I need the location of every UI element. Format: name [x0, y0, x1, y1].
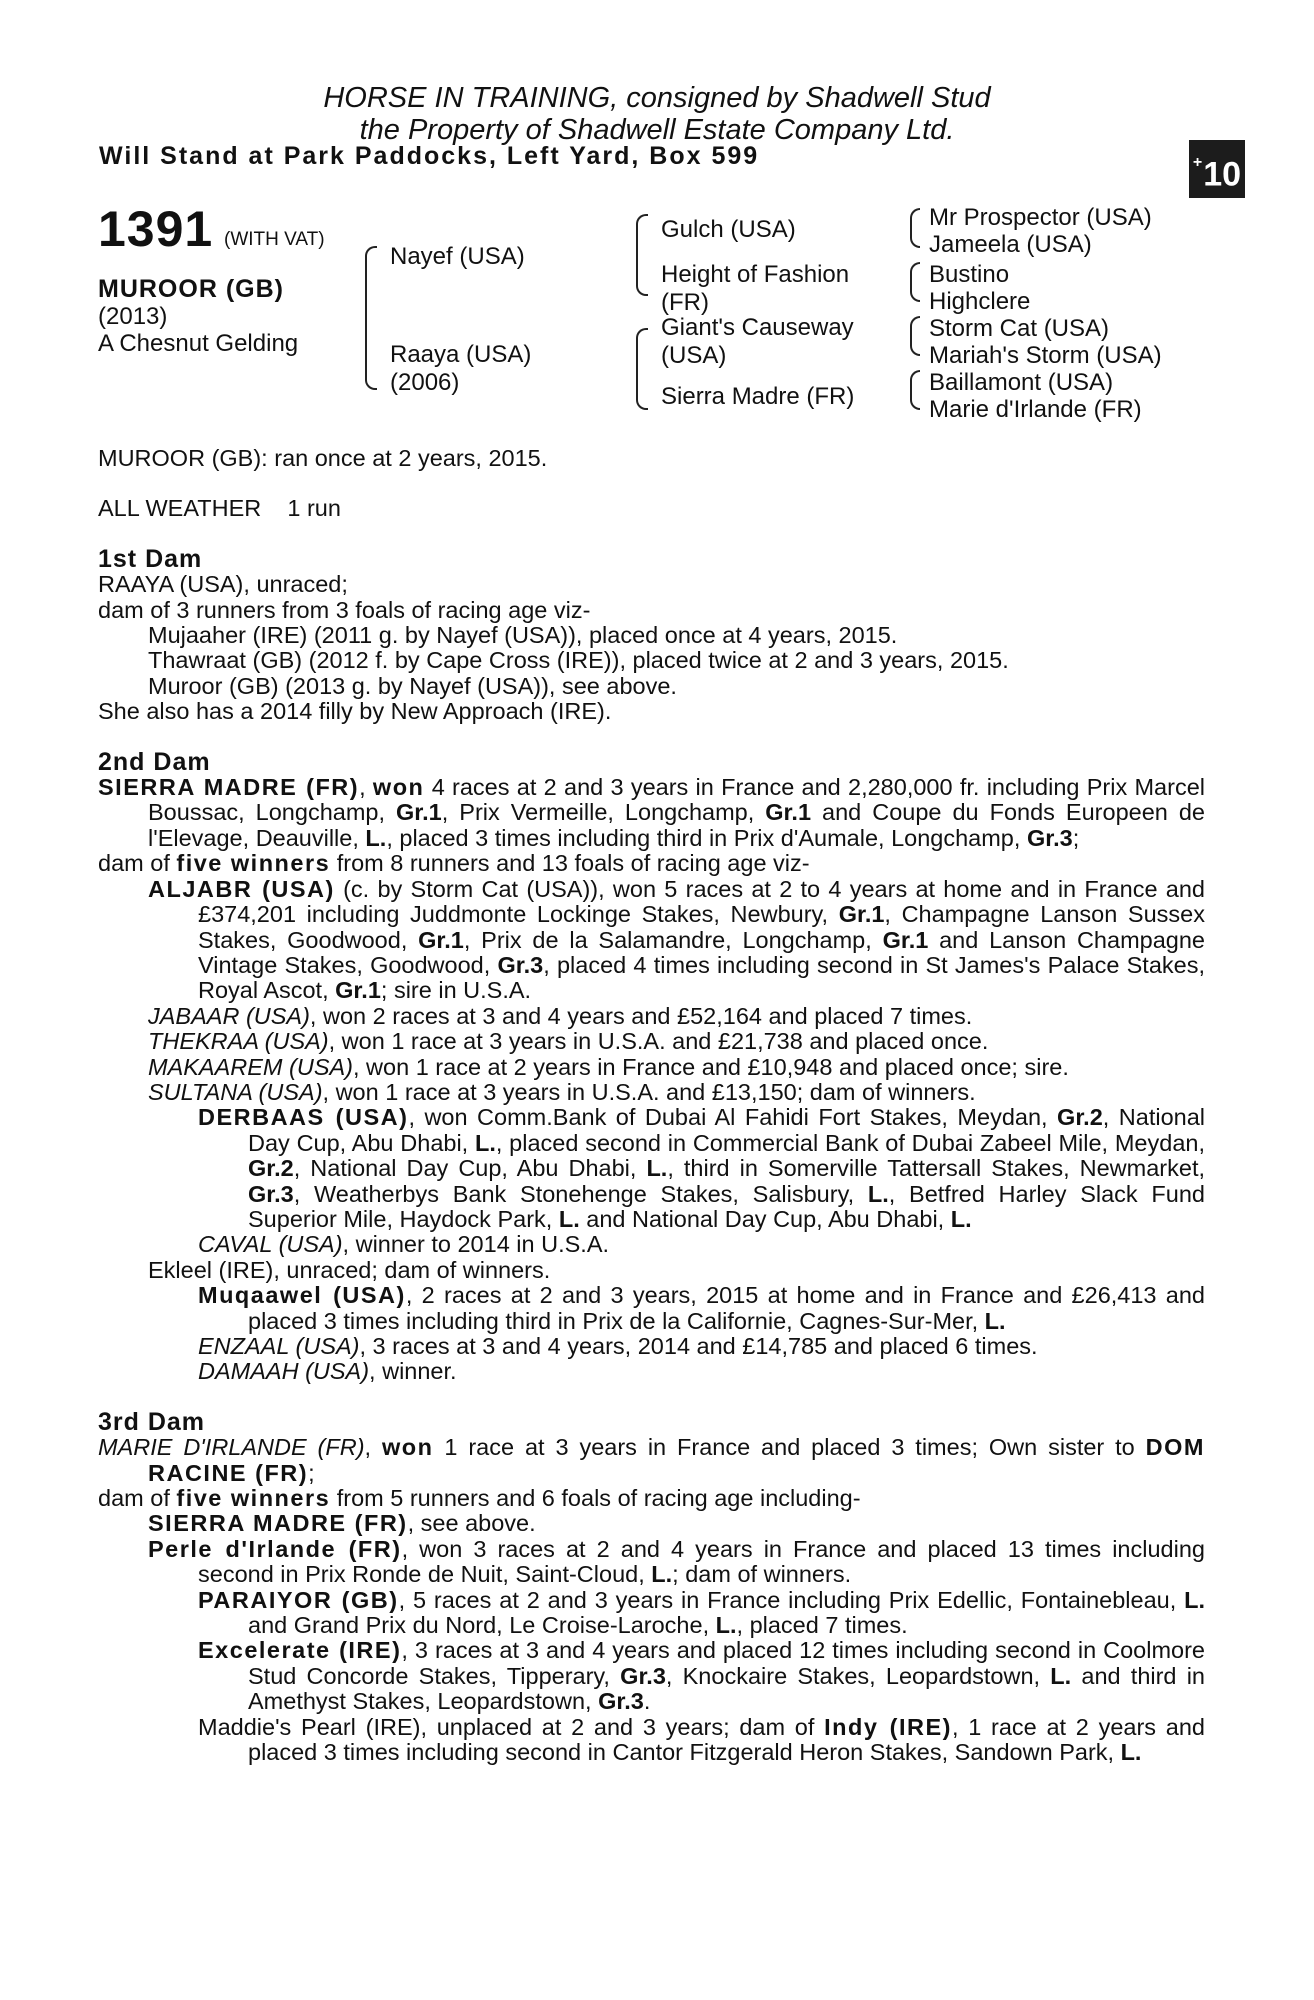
header-stand-location: Will Stand at Park Paddocks, Left Yard, Box 599: [99, 142, 760, 170]
pedigree-bracket-g3-3: [910, 316, 920, 356]
produce-sultana: SULTANA (USA), won 1 race at 3 years in U.S.A. and £13,150; dam of winners.: [148, 1078, 976, 1105]
produce-ekleel: Ekleel (IRE), unraced; dam of winners.: [148, 1256, 551, 1283]
produce-derbaas: DERBAAS (USA), won Comm.Bank of Dubai Al Fahidi Fort Stakes, Meydan, Gr.2, National Day Cup, Abu Dhabi, L., placed second in Commercial Bank of Dubai Zabeel Mile, Meydan, Gr.2, National Day Cup, Abu Dhabi, L., third in Somerville Tattersall Stakes, Newmarket, Gr.3, Weatherbys Bank Stonehenge Stakes, Salisbury, L., Betfred Harley Slack Fund Superior Mile, Haydock Park, L. and National Day Cup, Abu Dhabi, L.: [198, 1104, 1206, 1232]
produce-item: Thawraat (GB) (2012 f. by Cape Cross (IRE)), placed twice at 2 and 3 years, 2015.: [148, 647, 1009, 674]
second-dam-produce-line: dam of five winners from 8 runners and 13 foals of racing age viz-: [98, 850, 810, 877]
pedigree-bracket-gen1: [365, 246, 377, 390]
third-dam-heading: 3rd Dam: [98, 1407, 206, 1436]
produce-muqaawel: Muqaawel (USA), 2 races at 2 and 3 years, 2015 at home and in France and £26,413 and placed 3 times including third in Prix de la Californie, Cagnes-Sur-Mer, L.: [198, 1282, 1205, 1334]
second-dam-entry: SIERRA MADRE (FR), won 4 races at 2 and 3 years in France and 2,280,000 fr. including Prix Marcel Boussac, Longchamp, Gr.1, Prix Vermeille, Longchamp, Gr.1 and Coupe du Fonds Europeen de l'Elevage, Deauville, L., placed 3 times including third in Prix d'Aumale, Longchamp, Gr.3;: [98, 774, 1205, 851]
produce-sierra-madre: SIERRA MADRE (FR), see above.: [148, 1510, 536, 1537]
first-dam-line: RAAYA (USA), unraced;: [98, 571, 348, 598]
first-dam-note: She also has a 2014 filly by New Approach (IRE).: [98, 698, 612, 725]
produce-item: Muroor (GB) (2013 g. by Nayef (USA)), see above.: [148, 672, 677, 699]
produce-aljabr: ALJABR (USA) (c. by Storm Cat (USA)), won 5 races at 2 to 4 years at home and in France and £374,201 including Juddmonte Lockinge Stakes, Newbury, Gr.1, Champagne Lanson Sussex Stakes, Goodwood, Gr.1, Prix de la Salamandre, Longchamp, Gr.1 and Lanson Champagne Vintage Stakes, Goodwood, Gr.3, placed 4 times including second in St James's Palace Stakes, Royal Ascot, Gr.1; sire in U.S.A.: [148, 875, 1206, 1004]
third-dam-produce-line: dam of five winners from 5 runners and 6 foals of racing age including-: [98, 1485, 861, 1512]
pedigree-g3-5: Storm Cat (USA): [929, 315, 1110, 342]
race-record-summary: MUROOR (GB): ran once at 2 years, 2015.: [98, 445, 548, 471]
produce-damaah: DAMAAH (USA), winner.: [198, 1358, 457, 1385]
produce-excelerate: Excelerate (IRE), 3 races at 3 and 4 years and placed 12 times including second in Coolmore Stud Concorde Stakes, Tipperary, Gr.3, Knockaire Stakes, Leopardstown, L. and third in Amethyst Stakes, Leopardstown, Gr.3.: [198, 1637, 1205, 1715]
catalogue-body: [98, 446, 1205, 1766]
produce-maddies-pearl: Maddie's Pearl (IRE), unplaced at 2 and 3 years; dam of Indy (IRE), 1 race at 2 years and placed 3 times including second in Cantor Fitzgerald Heron Stakes, Sandown Park, L.: [198, 1713, 1205, 1766]
pedigree-g3-6: Mariah's Storm (USA): [929, 342, 1162, 369]
pedigree-g3-2: Jameela (USA): [929, 231, 1092, 258]
pedigree-dam: Raaya (USA): [390, 341, 532, 368]
produce-thekraa: THEKRAA (USA), won 1 race at 3 years in U.S.A. and £21,738 and placed once.: [148, 1028, 989, 1055]
pedigree-bracket-g3-4: [910, 370, 920, 410]
pedigree-sire: Nayef (USA): [390, 243, 525, 270]
produce-makaarem: MAKAAREM (USA), won 1 race at 2 years in France and £10,948 and placed once; sire.: [148, 1053, 1069, 1080]
produce-caval: CAVAL (USA), winner to 2014 in U.S.A.: [198, 1231, 610, 1258]
first-dam-heading: 1st Dam: [98, 544, 203, 573]
produce-perle: Perle d'Irlande (FR), won 3 races at 2 and 4 years in France and placed 13 times including second in Prix Ronde de Nuit, Saint-Cloud, L.; dam of winners.: [148, 1535, 1205, 1588]
produce-paraiyor: PARAIYOR (GB), 5 races at 2 and 3 years in France including Prix Edellic, Fontainebleau, L. and Grand Prix du Nord, Le Croise-Laroche, L., placed 7 times.: [198, 1586, 1206, 1639]
second-dam-heading: 2nd Dam: [98, 747, 211, 776]
first-dam-produce-line: dam of 3 runners from 3 foals of racing age viz-: [98, 596, 591, 623]
pedigree-g3-3: Bustino: [929, 261, 1010, 288]
pedigree-dam-year: (2006): [390, 369, 460, 396]
horse-name: MUROOR (GB): [98, 275, 284, 303]
vat-note: (WITH VAT): [224, 229, 325, 250]
horse-foaling-year: (2013): [98, 303, 168, 330]
pedigree-bracket-dam: [636, 328, 648, 410]
pedigree-g3-7: Baillamont (USA): [929, 369, 1114, 396]
pedigree-bracket-g3-1: [910, 208, 920, 248]
horse-description: A Chesnut Gelding: [98, 330, 299, 357]
pedigree-g3-1: Mr Prospector (USA): [929, 204, 1152, 231]
lot-number: 1391: [98, 201, 214, 257]
pedigree-sire-sire: Gulch (USA): [661, 216, 796, 243]
ten-plus-badge: +10: [1189, 140, 1245, 198]
pedigree-g3-4: Highclere: [929, 288, 1031, 315]
produce-jabaar: JABAAR (USA), won 2 races at 3 and 4 years and £52,164 and placed 7 times.: [148, 1002, 973, 1029]
header-property: the Property of Shadwell Estate Company Ltd.: [359, 114, 955, 146]
pedigree-bracket-g3-2: [910, 262, 920, 302]
all-weather-record: ALL WEATHER 1 run: [98, 495, 341, 522]
pedigree-sire-dam: Height of Fashion: [661, 261, 850, 288]
pedigree-bracket-sire: [636, 214, 648, 296]
pedigree-sire-dam-country: (FR): [661, 289, 709, 316]
third-dam-entry: MARIE D'IRLANDE (FR), won 1 race at 3 years in France and placed 3 times; Own sister to DOM RACINE (FR);: [98, 1434, 1205, 1486]
pedigree-dam-sire: Giant's Causeway: [661, 314, 854, 341]
pedigree-dam-sire-country: (USA): [661, 342, 727, 369]
pedigree-dam-dam: Sierra Madre (FR): [661, 383, 855, 410]
pedigree-g3-8: Marie d'Irlande (FR): [929, 396, 1142, 423]
produce-enzaal: ENZAAL (USA), 3 races at 3 and 4 years, 2014 and £14,785 and placed 6 times.: [198, 1333, 1038, 1359]
header-consignor: HORSE IN TRAINING, consigned by Shadwell Stud: [323, 82, 991, 114]
produce-item: Mujaaher (IRE) (2011 g. by Nayef (USA)), placed once at 4 years, 2015.: [148, 622, 898, 649]
